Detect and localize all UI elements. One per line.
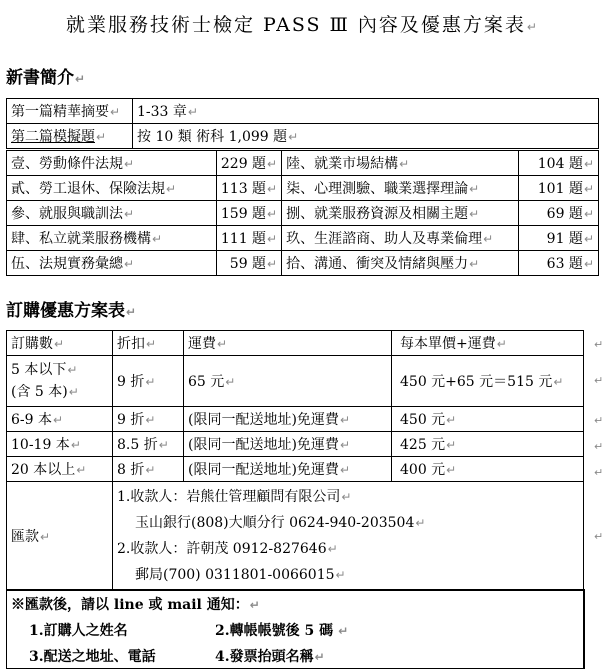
category-name: 玖、生涯諮商、助人及專業倫理↵ <box>282 226 519 251</box>
section-heading-order: 訂購優惠方案表↵ <box>6 301 137 321</box>
qty-cell: 5 本以下↵ (含 5 本)↵ <box>7 356 113 407</box>
price-cell: 425 元↵ <box>392 432 584 457</box>
header-qty: 訂購數↵ <box>7 331 113 356</box>
row-end-mark: ↵ <box>594 530 604 543</box>
category-count: 113 題↵ <box>216 176 281 201</box>
category-count: 69 題↵ <box>518 201 598 226</box>
category-count: 91 題↵ <box>518 226 598 251</box>
remit-details: 1.收款人：岩熊仕管理顧問有限公司↵ 玉山銀行(808)大順分行 0624-940-203504↵ 2.收款人：許朝茂 0912-827646↵ 郵局(700) 0311801-0066015↵ <box>113 482 584 591</box>
part2-value: 按 10 類 術科 1,099 題↵ <box>133 124 599 149</box>
category-name: 陸、就業市場結構↵ <box>282 151 519 176</box>
discount-cell: 9 折↵ <box>113 407 184 432</box>
order-discount-table <box>6 330 584 591</box>
qty-cell: 10-19 本↵ <box>7 432 113 457</box>
header-price: 每本單價+運費↵ <box>392 331 584 356</box>
notify-item: 4.發票抬頭名稱↵ <box>215 649 325 665</box>
category-count: 104 題↵ <box>518 151 598 176</box>
price-cell: 400 元↵ <box>392 457 584 482</box>
price-cell: 450 元+65 元＝515 元↵ <box>392 356 584 407</box>
category-name: 肆、私立就業服務機構↵ <box>7 226 217 251</box>
price-cell: 450 元↵ <box>392 407 584 432</box>
category-name: 捌、就業服務資源及相關主題↵ <box>282 201 519 226</box>
category-table <box>6 150 599 276</box>
discount-cell: 9 折↵ <box>113 356 184 407</box>
category-count: 101 題↵ <box>518 176 598 201</box>
row-end-mark: ↵ <box>594 414 604 427</box>
table-row <box>7 457 584 482</box>
category-name: 伍、法規實務彙總↵ <box>7 251 217 276</box>
table-row <box>7 176 599 201</box>
part1-value: 1-33 章↵ <box>133 99 599 124</box>
table-row <box>7 432 584 457</box>
row-end-mark: ↵ <box>594 466 604 479</box>
category-name: 拾、溝通、衝突及情緒與壓力↵ <box>282 251 519 276</box>
notify-box <box>6 589 585 669</box>
qty-cell: 6-9 本↵ <box>7 407 113 432</box>
shipping-cell: (限同一配送地址)免運費↵ <box>184 457 392 482</box>
category-name: 柒、心理測驗、職業選擇理論↵ <box>282 176 519 201</box>
category-name: 參、就服與職訓法↵ <box>7 201 217 226</box>
category-count: 59 題↵ <box>216 251 281 276</box>
table-row <box>7 124 599 149</box>
discount-cell: 8 折↵ <box>113 457 184 482</box>
notify-item: 3.配送之地址、電話 <box>29 649 156 665</box>
notify-item: 1.訂購人之姓名 <box>29 623 128 639</box>
table-row <box>7 201 599 226</box>
table-row <box>7 356 584 407</box>
remit-label: 匯款↵ <box>7 482 113 591</box>
page-title: 就業服務技術士檢定 PASS Ⅲ 內容及優惠方案表↵ <box>66 14 539 36</box>
intro-summary-table <box>6 98 599 149</box>
table-row <box>7 482 584 591</box>
row-end-mark: ↵ <box>594 440 604 453</box>
category-name: 貳、勞工退休、保險法規↵ <box>7 176 217 201</box>
table-row <box>7 151 599 176</box>
section-heading-intro: 新書簡介↵ <box>6 68 86 88</box>
category-name: 壹、勞動條件法規↵ <box>7 151 217 176</box>
part2-label: 第二篇模擬題↵ <box>7 124 133 149</box>
category-count: 63 題↵ <box>518 251 598 276</box>
row-end-mark: ↵ <box>594 374 604 387</box>
header-discount: 折扣↵ <box>113 331 184 356</box>
table-row <box>7 331 584 356</box>
row-end-mark: ↵ <box>594 338 604 351</box>
qty-cell: 20 本以上↵ <box>7 457 113 482</box>
notify-item: 2.轉帳帳號後 5 碼 ↵ <box>215 623 349 639</box>
table-row <box>7 226 599 251</box>
shipping-cell: 65 元↵ <box>184 356 392 407</box>
discount-cell: 8.5 折↵ <box>113 432 184 457</box>
table-row <box>7 251 599 276</box>
table-row <box>7 407 584 432</box>
header-shipping: 運費↵ <box>184 331 392 356</box>
notify-heading: ※匯款後，請以 line 或 mail 通知：↵ <box>11 597 260 613</box>
category-count: 229 題↵ <box>216 151 281 176</box>
shipping-cell: (限同一配送地址)免運費↵ <box>184 432 392 457</box>
shipping-cell: (限同一配送地址)免運費↵ <box>184 407 392 432</box>
category-count: 159 題↵ <box>216 201 281 226</box>
part1-label: 第一篇精華摘要↵ <box>7 99 133 124</box>
category-count: 111 題↵ <box>216 226 281 251</box>
table-row <box>7 99 599 124</box>
